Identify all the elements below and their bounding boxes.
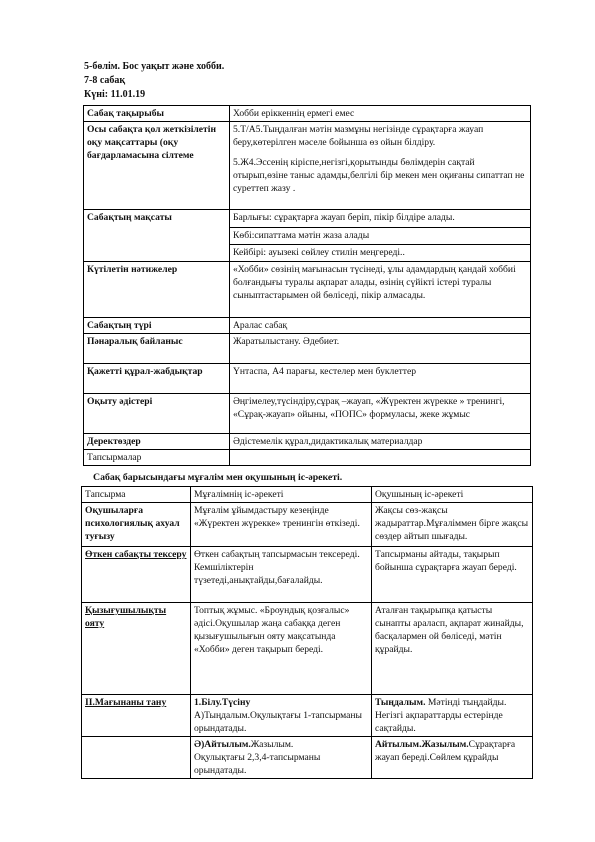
row-label: Сабақ тақырыбы xyxy=(84,106,230,122)
table-row xyxy=(84,450,531,466)
row-value: Әңгімелеу,түсіндіру,сұрақ –жауап, «Жүректен жүрекке » тренингі, «Сұрақ-жауап» ойыны, «ПОПС» формуласы, жеке жұмыс xyxy=(230,394,531,434)
teacher-step-text: А)Тыңдалым.Оқулықтағы 1-тапсырманы орындатады. xyxy=(194,710,362,734)
student-step-title: Айтылым.Жазылым. xyxy=(375,739,469,750)
row-label: Сабақтың түрі xyxy=(84,318,230,334)
student-cell xyxy=(372,737,533,779)
task-cell: Өткен сабақты тексеру xyxy=(82,547,191,603)
goal-most: Көбі:сипаттама мәтін жаза алады xyxy=(230,228,530,245)
row-value: Әдістемелік құрал,дидактикалық материалдар xyxy=(230,434,531,450)
teacher-cell xyxy=(191,737,372,779)
row-value: Жаратылыстану. Әдебиет. xyxy=(230,334,531,364)
table-row xyxy=(84,262,531,318)
table-header-row xyxy=(82,487,533,503)
section-title: 5-бөлім. Бос уақыт және хобби. xyxy=(84,61,225,72)
student-cell xyxy=(372,695,533,737)
objective-listening: 5.Т/А5.Тыңдалған мәтін мазмұны негізінде сұрақтарға жауап беру,көтерілген мәселе бойынша өз ойын білдіру. xyxy=(233,124,484,148)
row-value: Хобби еріккеннің ермегі емес xyxy=(230,106,531,122)
table-row xyxy=(84,334,531,364)
activity-table xyxy=(81,486,533,779)
teacher-cell: Өткен сабақтың тапсырмасын тексереді. Кемшіліктерін түзетеді,анықтайды,бағалайды. xyxy=(191,547,372,603)
student-step-title: Тыңдалым. xyxy=(375,697,426,708)
table-row xyxy=(82,603,533,695)
table-row xyxy=(82,737,533,779)
task-cell: Оқушыларға психологиялық ахуал туғызу xyxy=(82,503,191,547)
column-header: Мұғалімнің іс-әрекеті xyxy=(191,487,372,503)
row-label: Қажетті құрал-жабдықтар xyxy=(84,364,230,394)
task-cell: Қызығушылықты ояту xyxy=(82,603,191,695)
table-row xyxy=(84,318,531,334)
row-label: Осы сабақта қол жеткізілетін оқу мақсаттары (оқу бағдарламасына сілтеме xyxy=(84,122,230,210)
row-value xyxy=(230,450,531,466)
student-cell: Аталған тақырыпқа қатысты сынапты араласп, ақпарат жинайды, басқалармен ой бөліседі, мәтін құрайды. xyxy=(372,603,533,695)
teacher-cell: Мұғалім ұйымдастыру кезеңінде «Жүректен жүрекке» тренингін өткізеді. xyxy=(191,503,372,547)
row-value xyxy=(230,210,531,262)
row-label: Оқыту әдістері xyxy=(84,394,230,434)
student-cell: Тапсырманы айтады, тақырып бойынша сұрақтарға жауап береді. xyxy=(372,547,533,603)
row-label: Сабақтың мақсаты xyxy=(84,210,230,262)
objective-writing: 5.Ж4.Эссенің кіріспе,негізгі,қорытынды бөлімдерін сақтай отырып,өзіне таныс адамды,белгілі бір мекен мен оқиғаны сипаттап не суреттеп жазу . xyxy=(233,157,525,194)
row-label: Күтілетін нәтижелер xyxy=(84,262,230,318)
row-label: Тапсырмалар xyxy=(84,450,230,466)
activity-heading: Сабақ барысындағы мұғалім мен оқушының іс-әрекеті. xyxy=(93,472,343,483)
teacher-cell xyxy=(191,695,372,737)
teacher-step-text: Жазылым. Оқулықтағы 2,3,4-тапсырманы орындатады. xyxy=(194,739,321,776)
table-row xyxy=(84,434,531,450)
row-value: Үнтаспа, А4 парағы, кестелер мен буклеттер xyxy=(230,364,531,394)
lesson-date: Күні: 11.01.19 xyxy=(84,89,146,100)
row-value xyxy=(230,122,531,210)
table-row xyxy=(82,503,533,547)
column-header: Оқушының іс-әрекеті xyxy=(372,487,533,503)
row-value: Аралас сабақ xyxy=(230,318,531,334)
row-value: «Хобби» сөзінің мағынасын түсінеді, ұлы адамдардың қандай хоббиі болғандығы туралы ақпарат алады, өзінің сүйікті істері туралы сыныптастарымен ой бөліседі, пікір алмасады. xyxy=(230,262,531,318)
task-cell: ІІ.Мағынаны тану xyxy=(82,695,191,737)
table-row xyxy=(84,210,531,262)
table-row xyxy=(84,394,531,434)
table-row xyxy=(84,122,531,210)
goal-all: Барлығы: сұрақтарға жауап беріп, пікір білдіре алады. xyxy=(230,210,530,228)
student-cell: Жақсы сөз-жақсы жадыраттар.Мұғаліммен бірге жақсы сөздер айтып шығады. xyxy=(372,503,533,547)
column-header: Тапсырма xyxy=(82,487,191,503)
row-label: Деректөздер xyxy=(84,434,230,450)
lesson-number: 7-8 сабақ xyxy=(84,75,126,86)
table-row xyxy=(84,364,531,394)
teacher-cell: Топтық жұмыс. «Броундық қозғалыс» әдісі.Оқушылар жаңа сабаққа деген қызығушылығын ояту мақсатында «Хобби» деген тақырып береді. xyxy=(191,603,372,695)
teacher-step-title: 1.Білу.Түсіну xyxy=(194,697,251,708)
row-label: Пәнаралық байланыс xyxy=(84,334,230,364)
student-step-text: Сұрақтарға жауап береді.Сөйлем құрайды xyxy=(375,739,516,763)
student-step-text: Мәтінді тыңдайды. Негізгі ақпараттарды естерінде сақтайды. xyxy=(375,697,507,734)
task-cell xyxy=(82,737,191,779)
table-row xyxy=(82,695,533,737)
goal-some: Кейбірі: ауызекі сөйлеу стилін меңгереді.. xyxy=(233,247,405,258)
lesson-info-table xyxy=(83,105,531,466)
table-row xyxy=(84,106,531,122)
teacher-step-title: Ә)Айтылым. xyxy=(194,739,251,750)
table-row xyxy=(82,547,533,603)
